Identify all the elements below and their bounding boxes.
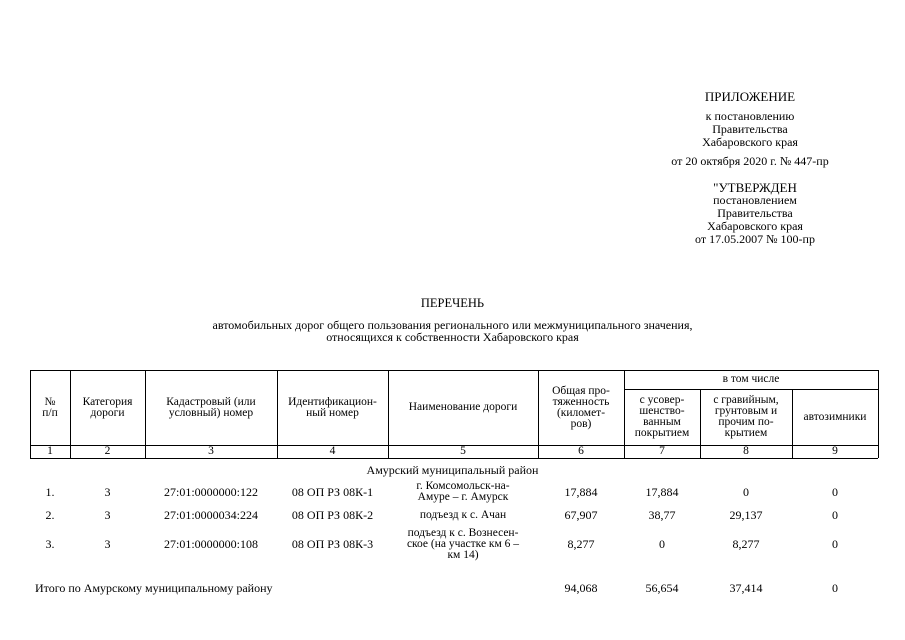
row-road-name: г. Комсомольск-на- Амуре – г. Амурск: [416, 480, 510, 503]
total-improved: 56,654: [645, 581, 679, 595]
row-winter: 0: [832, 485, 838, 499]
row-ident: 08 ОП РЗ 08К-2: [291, 508, 374, 522]
approved-heading: "УТВЕРЖДЕН: [713, 180, 797, 195]
header-num: № п/п: [42, 395, 58, 419]
col-number: 9: [832, 445, 838, 457]
row-ident: 08 ОП РЗ 08К-1: [291, 485, 374, 499]
row-road-name: подъезд к с. Ачан: [419, 509, 507, 521]
row-ident: 08 ОП РЗ 08К-3: [291, 537, 374, 551]
row-category: 3: [104, 537, 111, 551]
col-number: 4: [329, 445, 336, 457]
approved-date: от 17.05.2007 № 100-пр: [695, 232, 815, 246]
row-num: 1.: [45, 485, 55, 499]
total-winter: 0: [832, 581, 838, 595]
row-gravel: 29,137: [729, 508, 763, 522]
approved-line: Хабаровского края: [707, 219, 803, 233]
approved-line: постановлением: [713, 193, 797, 207]
row-length: 67,907: [564, 508, 598, 522]
district-heading: Амурский муниципальный район: [366, 463, 539, 477]
table-row: [0, 528, 905, 562]
row-improved: 0: [659, 537, 665, 551]
header-ident: Идентификацион- ный номер: [288, 395, 377, 419]
row-num: 3.: [45, 537, 55, 551]
header-improved: с усовер- шенство- ванным покрытием: [634, 394, 690, 439]
col-number: 6: [578, 445, 584, 457]
appendix-heading: ПРИЛОЖЕНИЕ: [704, 89, 796, 104]
appendix-line: к постановлению: [705, 109, 795, 123]
subtitle-line: автомобильных дорог общего пользования регионального или межмуниципального значения,: [212, 318, 693, 332]
total-label: Итого по Амурскому муниципальному району: [35, 581, 273, 595]
header-winter: автозимники: [803, 410, 867, 423]
document-title: ПЕРЕЧЕНЬ: [420, 296, 485, 310]
col-number: 1: [47, 445, 53, 457]
document-subtitle: [120, 319, 785, 343]
appendix-line: Правительства: [712, 122, 788, 136]
subtitle-line: относящихся к собственности Хабаровского края: [326, 330, 579, 344]
roads-table-header: [30, 370, 878, 458]
col-number: 2: [104, 445, 111, 457]
row-winter: 0: [832, 537, 838, 551]
total-length: 94,068: [564, 581, 598, 595]
row-improved: 38,77: [648, 508, 676, 522]
header-length: Общая про- тяженность (километ- ров): [552, 384, 610, 430]
row-winter: 0: [832, 508, 838, 522]
row-category: 3: [104, 485, 111, 499]
total-gravel: 37,414: [729, 581, 763, 595]
header-category: Категория дороги: [82, 395, 133, 419]
row-num: 2.: [45, 508, 55, 522]
row-length: 8,277: [567, 537, 595, 551]
row-improved: 17,884: [645, 485, 679, 499]
header-including: в том числе: [722, 373, 780, 385]
row-cadastral: 27:01:0000000:122: [163, 485, 258, 499]
header-road-name: Наименование дороги: [408, 401, 518, 413]
row-gravel: 8,277: [732, 537, 760, 551]
appendix-block: [640, 90, 860, 168]
row-gravel: 0: [743, 485, 749, 499]
col-number: 7: [659, 445, 665, 457]
row-category: 3: [104, 508, 111, 522]
table-row: [0, 481, 905, 505]
table-row: [0, 510, 905, 524]
approved-line: Правительства: [717, 206, 793, 220]
row-cadastral: 27:01:0000034:224: [163, 508, 258, 522]
col-number: 3: [208, 445, 214, 457]
header-cadastral: Кадастровый (или условный) номер: [166, 395, 256, 419]
appendix-date: от 20 октября 2020 г. № 447-пр: [671, 154, 829, 168]
row-road-name: подъезд к с. Вознесен- ское (на участке км 6 – км 14): [406, 527, 520, 561]
col-number: 8: [743, 445, 749, 457]
appendix-line: Хабаровского края: [702, 135, 798, 149]
row-cadastral: 27:01:0000000:108: [163, 537, 258, 551]
header-gravel: с гравийным, грунтовым и прочим по- крытием: [713, 394, 779, 439]
approved-block: [655, 181, 855, 246]
row-length: 17,884: [564, 485, 598, 499]
col-number: 5: [460, 445, 466, 457]
